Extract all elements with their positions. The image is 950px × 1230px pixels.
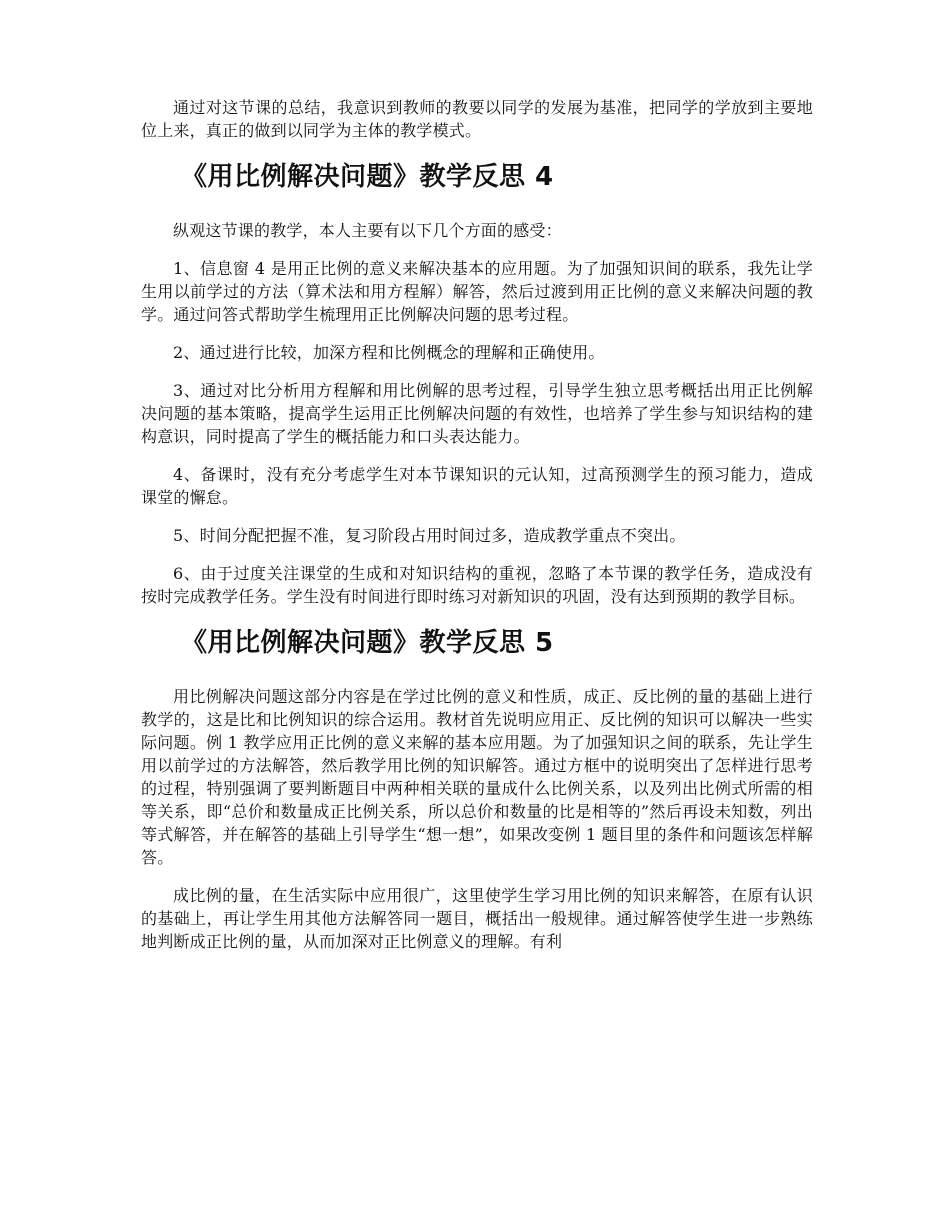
section-heading-4: 《用比例解决问题》教学反思 4 [181,162,554,192]
s4-paragraph-1: 1、信息窗 4 是用正比例的意义来解决基本的应用题。为了加强知识间的联系，我先让学生用以前学过的方法（算术法和用方程解）解答，然后过渡到用正比例的意义来解决问题的教学。通过问答式帮助学生梳理用正比例解决问题的思考过程。 [141,259,813,324]
s5-paragraph-1: 成比例的量，在生活实际中应用很广，这里使学生学习用比例的知识来解答，在原有认识的基础上，再让学生用其他方法解答同一题目，概括出一般规律。通过解答使学生进一步熟练地判断成正比例的量，从而加深对正比例意义的理解。有利 [141,886,813,951]
section-heading-5: 《用比例解决问题》教学反思 5 [181,628,554,658]
intro-paragraph: 通过对这节课的总结，我意识到教师的教要以同学的发展为基准，把同学的学放到主要地位上来，真正的做到以同学为主体的教学模式。 [141,98,813,140]
s4-paragraph-4: 4、备课时，没有充分考虑学生对本节课知识的元认知，过高预测学生的预习能力，造成课堂的懈怠。 [141,465,813,507]
s4-paragraph-5: 5、时间分配把握不准，复习阶段占用时间过多，造成教学重点不突出。 [173,526,686,545]
s4-paragraph-0: 纵观这节课的教学，本人主要有以下几个方面的感受： [173,221,562,240]
s4-paragraph-6: 6、由于过度关注课堂的生成和对知识结构的重视，忽略了本节课的教学任务，造成没有按时完成教学任务。学生没有时间进行即时练习对新知识的巩固，没有达到预期的教学目标。 [141,564,813,606]
s4-paragraph-3: 3、通过对比分析用方程解和用比例解的思考过程，引导学生独立思考概括出用正比例解决问题的基本策略，提高学生运用正比例解决问题的有效性，也培养了学生参与知识结构的建构意识，同时提高了学生的概括能力和口头表达能力。 [141,381,813,446]
document-page [141,96,813,953]
s5-paragraph-0: 用比例解决问题这部分内容是在学过比例的意义和性质，成正、反比例的量的基础上进行教学的，这是比和比例知识的综合运用。教材首先说明应用正、反比例的知识可以解决一些实际问题。例 1 教学应用正比例的意义来解的基本应用题。为了加强知识之间的联系，先让学生用以前学过的方法解答，然后教学用比例的知识解答。通过方框中的说明突出了怎样进行思考的过程，特别强调了要判断题目中两种相关联的量成什么比例关系，以及列出比例式所需的相等关系，即“总价和数量成正比例关系，所以总价和数量的比是相等的”然后再设未知数，列出等式解答，并在解答的基础上引导学生“想一想”，如果改变例 1 题目里的条件和问题该怎样解答。 [141,687,813,867]
s4-paragraph-2: 2、通过进行比较，加深方程和比例概念的理解和正确使用。 [173,343,605,362]
